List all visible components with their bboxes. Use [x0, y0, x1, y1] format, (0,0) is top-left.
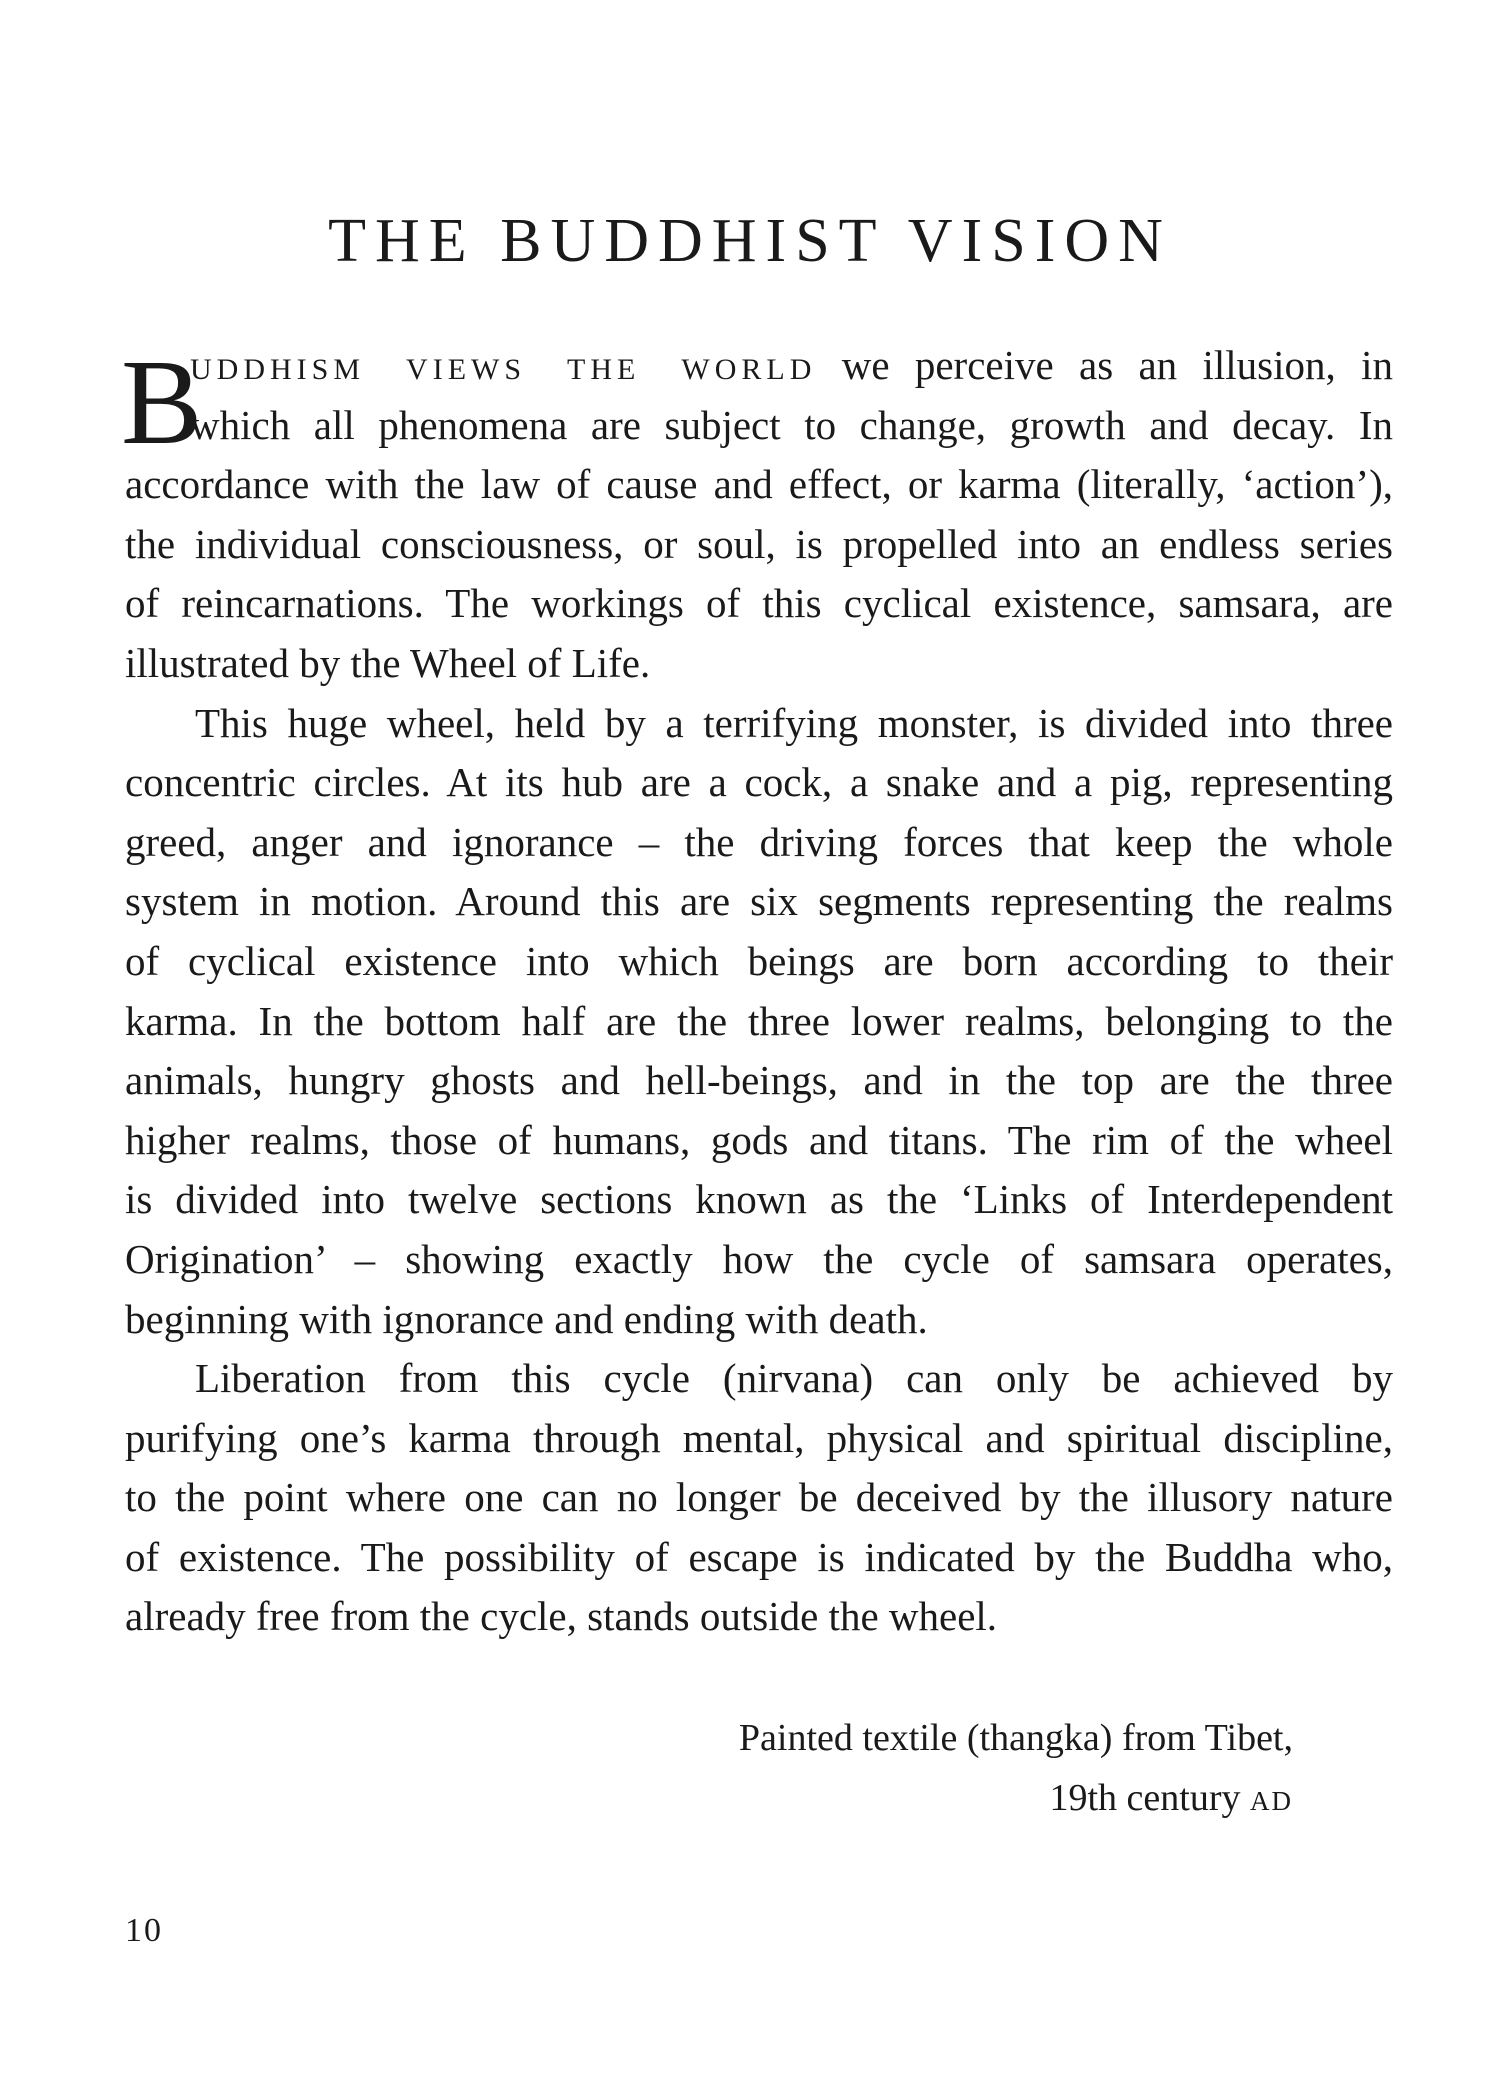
text-line: karma. In the bottom half are the three lower realms, belonging to the	[125, 997, 1393, 1044]
text-line: higher realms, those of humans, gods and titans. The rim of the wheel	[125, 1116, 1393, 1163]
text-line: greed, anger and ignorance – the driving forces that keep the whole	[125, 818, 1393, 865]
text-line: concentric circles. At its hub are a cock, a snake and a pig, representing	[125, 759, 1393, 806]
text-line: Liberation from this cycle (nirvana) can only be achieved by	[195, 1355, 1393, 1402]
opening-rest: we perceive as an illusion, in	[841, 342, 1393, 388]
page-title: THE BUDDHIST VISION	[328, 207, 1172, 275]
text-line: purifying one’s karma through mental, physical and spiritual discipline,	[125, 1414, 1393, 1461]
text-line: is divided into twelve sections known as the ‘Links of Interdependent	[125, 1176, 1393, 1223]
drop-cap: B	[121, 335, 203, 470]
text-line: of existence. The possibility of escape is indicated by the Buddha who,	[125, 1533, 1393, 1580]
body-text	[121, 335, 1393, 1647]
text-line: illustrated by the Wheel of Life.	[125, 639, 651, 686]
text-line: already free from the cycle, stands outside the wheel.	[125, 1593, 998, 1640]
opening-smallcaps: UDDHISM VIEWS THE WORLD	[190, 353, 817, 386]
text-line: system in motion. Around this are six segments representing the realms	[125, 878, 1393, 925]
text-line: the individual consciousness, or soul, is propelled into an endless series	[125, 520, 1393, 567]
caption-line-1: Painted textile (thangka) from Tibet,	[738, 1717, 1293, 1759]
text-line: This huge wheel, held by a terrifying monster, is divided into three	[195, 699, 1393, 746]
text-line	[125, 336, 1393, 396]
text-line: which all phenomena are subject to change, growth and decay. In	[190, 401, 1393, 448]
text-line: animals, hungry ghosts and hell-beings, and in the top are the three	[125, 1057, 1393, 1104]
text-line: beginning with ignorance and ending with death.	[125, 1295, 928, 1342]
text-line: accordance with the law of cause and effect, or karma (literally, ‘action’),	[125, 461, 1393, 508]
image-caption	[739, 1708, 1293, 1831]
caption-era: AD	[1250, 1786, 1293, 1816]
text-line: of cyclical existence into which beings are born according to their	[125, 937, 1393, 984]
text-line: to the point where one can no longer be deceived by the illusory nature	[125, 1474, 1393, 1521]
text-line: Origination’ – showing exactly how the cycle of samsara operates,	[125, 1235, 1393, 1282]
caption-line-2	[739, 1768, 1293, 1831]
caption-century: 19th century	[1049, 1777, 1241, 1819]
page-number: 10	[125, 1912, 163, 1949]
text-line: of reincarnations. The workings of this cyclical existence, samsara, are	[125, 580, 1393, 627]
